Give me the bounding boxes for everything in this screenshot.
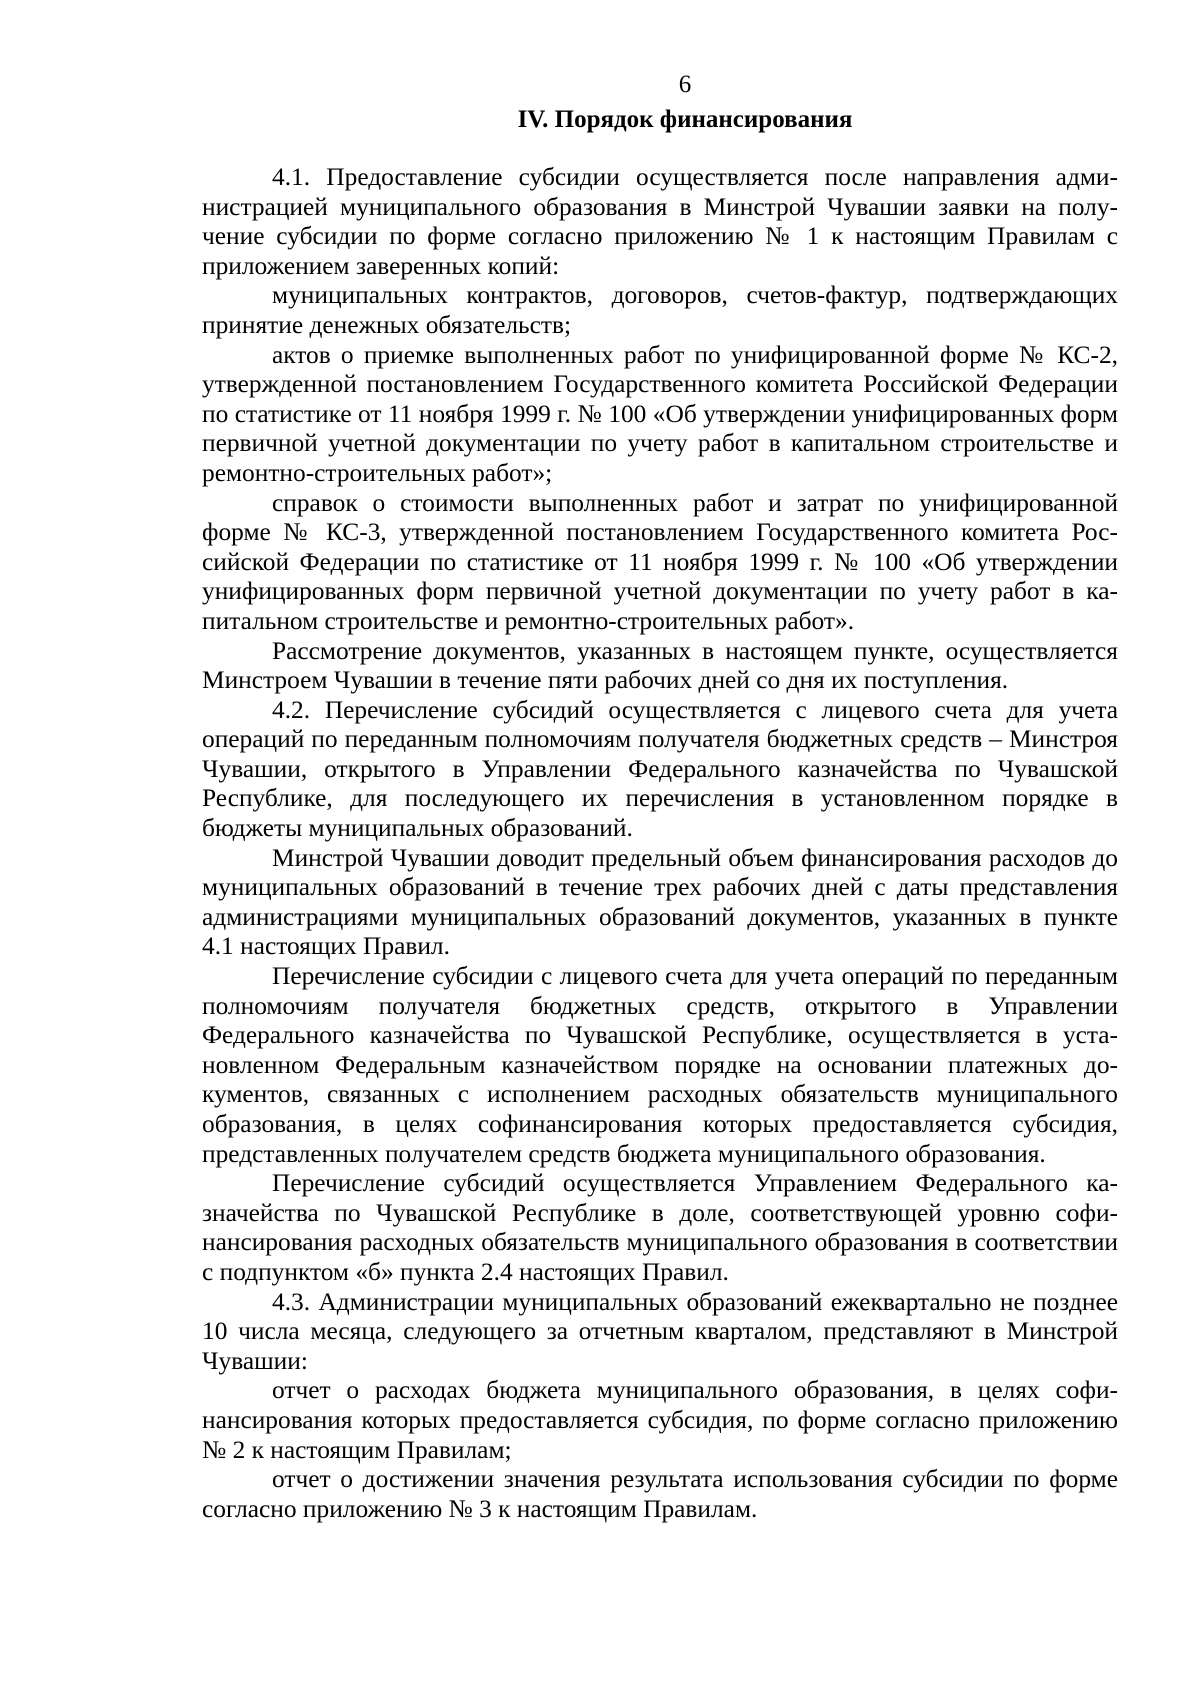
page-number: 6 xyxy=(678,71,692,98)
paragraph-4-2: 4.2. Перечисление субсидий осуществляется с лицевого счета для учета операций по переданным полномочиям получателя бюджетных средств – Минстроя Чувашии, открытого в Управлении Федерального казначейства по Чувашской Республике, для последующего их перечисления в установленном порядке в бюджеты муниципальных образований. xyxy=(202,695,1118,843)
paragraph-4-1: 4.1. Предоставление субсидии осуществляется после направления администрацией муниципального образования в Минстрой Чувашии заявки на получение субсидии по форме согласно приложению № 1 к настоящим Правилам с приложением заверенных копий: xyxy=(202,163,1118,280)
paragraph-report-expenses: отчет о расходах бюджета муниципального образования, в целях софинансирования которых предоставляется субсидия, по форме согласно приложению № 2 к настоящим Правилам; xyxy=(202,1376,1118,1464)
paragraph-limit: Минстрой Чувашии доводит предельный объем финансирования расходов до муниципальных образований в течение трех рабочих дней с даты представления администрациями муниципальных образований документов, указанных в пункте 4.1 настоящих Правил. xyxy=(202,843,1118,961)
paragraph-ks3: справок о стоимости выполненных работ и затрат по унифицированной форме № КС-3, утвержденной постановлением Государственного комитета Российской Федерации по статистике от 11 ноября 1999 г. № 100 «Об утверждении унифицированных форм первичной учетной документации по учету работ в капитальном строительстве и ремонтно-строительных работ». xyxy=(202,488,1118,635)
paragraph-treasury: Перечисление субсидий осуществляется Управлением Федерального казначейства по Чувашской Республике в доле, соответствующей уровню софинансирования расходных обязательств муниципального образования в соответствии с подпунктом «б» пункта 2.4 настоящих Правил. xyxy=(202,1169,1118,1286)
paragraph-transfer: Перечисление субсидии с лицевого счета для учета операций по переданным полномочиям получателя бюджетных средств, открытого в Управлении Федерального казначейства по Чувашской Республике, осуществляется в установленном Федеральным казначейством порядке на основании платежных документов, связанных с исполнением расходных обязательств муниципального образования, в целях софинансирования которых предоставляется субсидия, представленных получателем средств бюджета муниципального образования. xyxy=(202,962,1118,1168)
paragraph-ks2: актов о приемке выполненных работ по унифицированной форме № КС-2, утвержденной постановлением Государственного комитета Российской Федерации по статистике от 11 ноября 1999 г. № 100 «Об утверждении унифицированных форм первичной учетной документации по учету работ в капитальном строительстве и ремонтно-строительных работ»; xyxy=(202,340,1118,487)
paragraph-review: Рассмотрение документов, указанных в настоящем пункте, осуществляется Минстроем Чувашии в течение пяти рабочих дней со дня их поступления. xyxy=(202,636,1118,695)
paragraph-contracts: муниципальных контрактов, договоров, счетов-фактур, подтверждающих принятие денежных обязательств; xyxy=(202,281,1118,339)
paragraph-report-result: отчет о достижении значения результата использования субсидии по форме согласно приложению № 3 к настоящим Правилам. xyxy=(202,1465,1118,1523)
paragraph-4-3: 4.3. Администрации муниципальных образований ежеквартально не позднее 10 числа месяца, следующего за отчетным кварталом, представляют в Минстрой Чувашии: xyxy=(202,1287,1118,1375)
section-title: IV. Порядок финансирования xyxy=(517,106,853,133)
